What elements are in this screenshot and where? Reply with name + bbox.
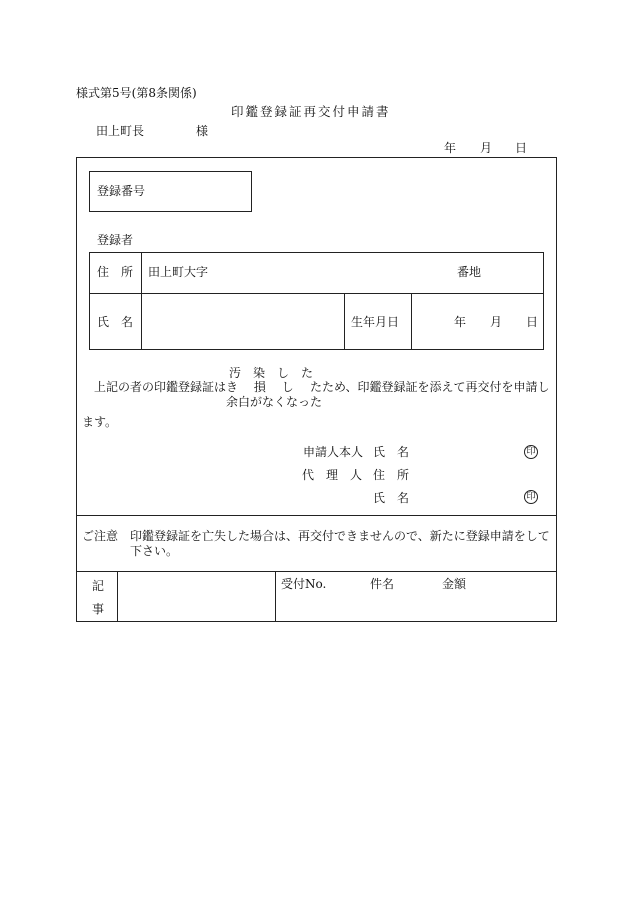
birth-year-label: 年 (454, 315, 467, 329)
record-label-bottom: 事 (92, 602, 105, 616)
item-name-label: 件名 (370, 577, 395, 591)
agent-name-label: 氏 名 (373, 491, 410, 505)
registrant-label-column-divider (141, 252, 142, 350)
agent-label: 代 理 人 (302, 468, 363, 482)
date-day-label: 日 (515, 141, 528, 155)
receipt-number-label: 受付No. (281, 577, 327, 591)
notice-line-1: 印鑑登録証を亡失した場合は、再交付できませんので、新たに登録申請をして (130, 529, 550, 543)
seal-icon: 印 (524, 490, 538, 504)
birth-day-label: 日 (526, 315, 539, 329)
birthdate-label: 生年月日 (351, 315, 400, 329)
birth-month-label: 月 (490, 315, 503, 329)
name-label: 氏 名 (97, 315, 134, 329)
address-prefix: 田上町大字 (148, 265, 209, 279)
statement-option-damaged: き 損 し (226, 380, 294, 394)
notice-divider (76, 515, 557, 516)
statement-option-no-space: 余白がなくなった (226, 395, 323, 409)
date-year-label: 年 (444, 141, 457, 155)
statement-lead: 上記の者の印鑑登録証は (94, 380, 227, 394)
agent-address-label: 住 所 (373, 468, 410, 482)
record-receipt-column-divider (275, 571, 276, 622)
record-divider (76, 571, 557, 572)
date-month-label: 月 (480, 141, 493, 155)
registrant-section-label: 登録者 (97, 233, 134, 247)
addressee-town-head: 田上町長 (96, 124, 145, 138)
seal-icon: 印 (524, 445, 538, 459)
notice-line-2: 下さい。 (130, 544, 179, 558)
address-label: 住 所 (97, 265, 134, 279)
statement-tail: たため、印鑑登録証を添えて再交付を申請し (310, 380, 550, 394)
notice-label: ご注意 (82, 529, 119, 543)
address-suffix: 番地 (457, 265, 482, 279)
statement-option-dirty: 汚 染 し た (229, 366, 314, 380)
statement-continuation: ます。 (82, 415, 118, 429)
record-label-top: 記 (92, 579, 105, 593)
page-title: 印鑑登録証再交付申請書 (231, 104, 391, 119)
applicant-self-label: 申請人本人 (303, 445, 364, 459)
registration-number-label: 登録番号 (97, 184, 146, 198)
birthdate-label-right-divider (411, 293, 412, 350)
record-label-column-divider (117, 571, 118, 622)
form-number: 様式第5号(第8条関係) (76, 86, 197, 100)
birthdate-label-left-divider (344, 293, 345, 350)
amount-label: 金額 (442, 577, 467, 591)
applicant-self-name-label: 氏 名 (373, 445, 410, 459)
addressee-honorific: 様 (196, 124, 209, 138)
registrant-row-divider (89, 293, 544, 294)
